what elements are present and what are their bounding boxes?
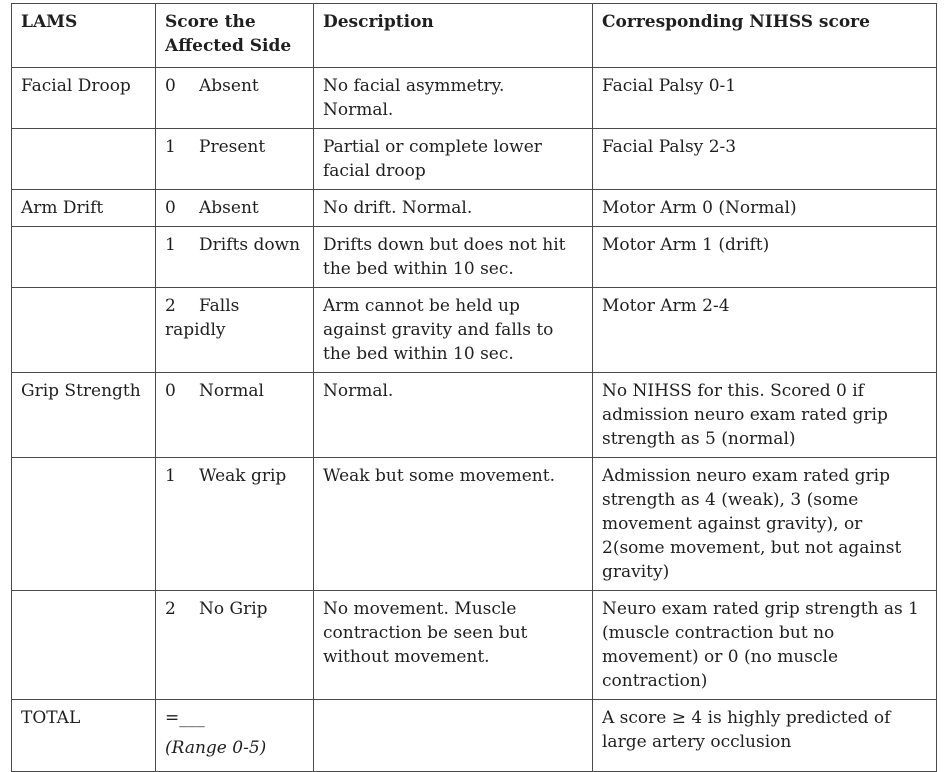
score-label: Falls rapidly xyxy=(165,296,240,340)
row-description: Normal. xyxy=(314,373,593,458)
header-score: Score the Affected Side xyxy=(156,4,314,68)
row-score xyxy=(156,373,314,458)
header-row xyxy=(12,4,937,68)
score-value: 1 xyxy=(165,137,176,157)
header-nihss: Corresponding NIHSS score xyxy=(593,4,937,68)
table-row xyxy=(12,288,937,373)
score-value: 0 xyxy=(165,198,176,218)
table-row xyxy=(12,190,937,227)
score-label: Drifts down xyxy=(199,235,301,255)
row-category xyxy=(12,129,156,190)
lams-table xyxy=(11,3,937,772)
score-value: 2 xyxy=(165,296,176,316)
row-nihss: No NIHSS for this. Scored 0 if admission neuro exam rated grip strength as 5 (normal) xyxy=(593,373,937,458)
row-description: Weak but some movement. xyxy=(314,458,593,591)
table-row xyxy=(12,373,937,458)
row-category xyxy=(12,458,156,591)
score-value: 1 xyxy=(165,235,176,255)
header-lams: LAMS xyxy=(12,4,156,68)
row-nihss: Admission neuro exam rated grip strength as 4 (weak), 3 (some movement against gravity), or 2(some movement, but not against gravity) xyxy=(593,458,937,591)
score-label: Weak grip xyxy=(199,466,287,486)
row-nihss: Motor Arm 2-4 xyxy=(593,288,937,373)
table-row xyxy=(12,458,937,591)
row-nihss: Facial Palsy 0-1 xyxy=(593,68,937,129)
row-description: No facial asymmetry. Normal. xyxy=(314,68,593,129)
score-label: Absent xyxy=(199,198,259,218)
total-label: TOTAL xyxy=(12,700,156,772)
table-row xyxy=(12,591,937,700)
row-category: Arm Drift xyxy=(12,190,156,227)
row-description: Arm cannot be held up against gravity and falls to the bed within 10 sec. xyxy=(314,288,593,373)
row-description: No movement. Muscle contraction be seen but without movement. xyxy=(314,591,593,700)
score-label: No Grip xyxy=(199,599,268,619)
row-category xyxy=(12,288,156,373)
row-nihss: Neuro exam rated grip strength as 1 (muscle contraction but no movement) or 0 (no muscle contraction) xyxy=(593,591,937,700)
row-category: Grip Strength xyxy=(12,373,156,458)
row-nihss: Motor Arm 1 (drift) xyxy=(593,227,937,288)
row-nihss: Motor Arm 0 (Normal) xyxy=(593,190,937,227)
row-score xyxy=(156,227,314,288)
row-score xyxy=(156,458,314,591)
total-score xyxy=(156,700,314,772)
header-description: Description xyxy=(314,4,593,68)
row-score xyxy=(156,190,314,227)
table-row xyxy=(12,129,937,190)
total-description xyxy=(314,700,593,772)
row-description: No drift. Normal. xyxy=(314,190,593,227)
score-value: 2 xyxy=(165,599,176,619)
row-category: Facial Droop xyxy=(12,68,156,129)
score-value: 1 xyxy=(165,466,176,486)
row-nihss: Facial Palsy 2-3 xyxy=(593,129,937,190)
row-score xyxy=(156,129,314,190)
row-score xyxy=(156,288,314,373)
row-description: Partial or complete lower facial droop xyxy=(314,129,593,190)
total-score-line: =___ xyxy=(165,708,205,728)
row-score xyxy=(156,68,314,129)
row-score xyxy=(156,591,314,700)
score-label: Absent xyxy=(199,76,259,96)
table-row xyxy=(12,227,937,288)
score-value: 0 xyxy=(165,76,176,96)
score-label: Normal xyxy=(199,381,264,401)
total-range: (Range 0-5) xyxy=(165,738,267,758)
score-value: 0 xyxy=(165,381,176,401)
total-row xyxy=(12,700,937,772)
row-category xyxy=(12,227,156,288)
row-description: Drifts down but does not hit the bed within 10 sec. xyxy=(314,227,593,288)
score-label: Present xyxy=(199,137,266,157)
table-row xyxy=(12,68,937,129)
row-category xyxy=(12,591,156,700)
total-nihss: A score ≥ 4 is highly predicted of large artery occlusion xyxy=(593,700,937,772)
